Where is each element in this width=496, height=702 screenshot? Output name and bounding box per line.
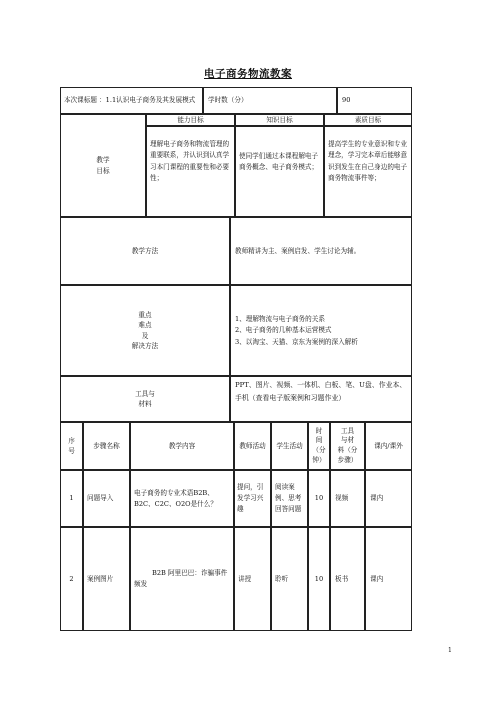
th-content-text: 教学内容 [168,441,196,450]
table-row-2-content [130,527,234,631]
th-time [308,422,330,470]
row-1-content: 电子商务的专业术语B2B、B2C、C2C、O2O是什么？ [134,488,217,508]
knowledge-cell [235,126,324,217]
col-ability: 能力目标 [177,115,204,124]
row-2-tools: 板书 [335,574,349,583]
row-2-seq: 2 [69,574,74,583]
quality-text: 提高学生的专业意识和专业理念，学习完本章后能够意识到发生在自己身边的电子商务物流事件等； [328,140,408,183]
keypoints-label: 重点 难点 及 解决方法 [131,311,159,350]
th-step-text: 步骤名称 [93,441,120,450]
method-value: 教师精讲为主、案例启发、学生讨论为辅。 [235,246,361,255]
th-teacher [234,422,271,470]
th-place-text: 课内/课外 [374,441,403,450]
topic-label: 本次课标题 ：1.1认识电子商务及其发展模式 [64,96,196,105]
document-title: 电子商务物流教案 [204,68,292,80]
row-2-place: 课内 [370,574,384,583]
hours-label-cell [203,87,337,114]
th-place [365,422,412,470]
th-time-text: 时 间 （分 钟） [312,426,326,464]
table-row-1-tools [330,470,365,527]
table-row-1-seq [60,470,83,527]
row-1-tools: 视频 [335,494,349,503]
tools-label: 工具与 材料 [135,389,155,408]
row-2-content: B2B 阿里巴巴：诈骗事件频发 [134,569,228,588]
method-label: 教学方法 [131,246,159,255]
tools-value: PPT、图片、视频、一体机、白板、笔、U盘、作业本、手机（查看电子版案例和习题作业） [235,381,407,402]
th-seq-text: 序 号 [68,436,75,455]
keypoints-value: 1、理解物流与电子商务的关系 2、电子商务的几种基本运营模式 3、以淘宝、天猫、京东为案例的深入解析 [235,314,358,346]
table-row-1-content [130,470,234,527]
th-step [83,422,130,470]
method-value-cell [230,217,412,285]
table-row-1-step [83,470,130,527]
th-tools-text: 工具 与材 料（分 步骤） [337,426,358,464]
th-student-text: 学生活动 [276,441,303,450]
table-row-1-place [365,470,412,527]
objectives-label-cell [60,114,146,217]
row-2-student: 聆听 [275,574,289,583]
tools-label-cell [60,376,230,422]
table-row-2-place [365,527,412,631]
row-1-step: 问题导入 [87,494,114,503]
row-1-place: 课内 [370,494,384,503]
col-ability-cell [146,114,235,126]
row-2-teacher: 讲授 [238,574,252,583]
table-row-2-step [83,527,130,631]
row-1-seq: 1 [69,494,74,503]
hours-value: 90 [342,96,351,105]
col-knowledge-cell [235,114,324,126]
keypoints-value-cell [230,285,412,376]
topic-cell [60,87,203,114]
th-student [271,422,308,470]
table-row-1-time [308,470,330,527]
col-quality: 素质目标 [354,115,382,124]
row-2-step: 案例图片 [87,574,114,583]
row-2-time: 10 [314,574,324,583]
col-quality-cell [324,114,412,126]
row-1-student: 阅读案例、思考回答问题 [275,483,302,513]
hours-value-cell [337,87,412,114]
ability-text: 理解电子商务和物流管理的重要联系，并认识到认真学习本门课程的重要性和必要性； [150,140,230,183]
ability-cell [146,126,235,217]
table-row-1-student [271,470,308,527]
keypoints-label-cell [60,285,230,376]
th-teacher-text: 教师活动 [239,441,266,450]
tools-value-cell [230,376,412,422]
hours-label: 学时数（分） [208,96,248,105]
col-knowledge: 知识目标 [266,115,293,124]
objectives-label: 教学 目标 [96,156,110,175]
table-row-1-teacher [234,470,271,527]
table-row-2-teacher [234,527,271,631]
table-row-2-seq [60,527,83,631]
th-seq [60,422,83,470]
page-number: 1 [448,647,452,654]
th-tools [330,422,365,470]
method-label-cell [60,217,230,285]
table-row-2-time [308,527,330,631]
knowledge-text: 使同学们通过本课程解电子商务概念、电子商务模式； [239,152,319,172]
row-1-time: 10 [314,494,324,503]
table-row-2-tools [330,527,365,631]
quality-cell [324,126,412,217]
table-row-2-student [271,527,308,631]
th-content [130,422,234,470]
row-1-teacher: 提问，引发学习兴趣 [237,483,264,513]
